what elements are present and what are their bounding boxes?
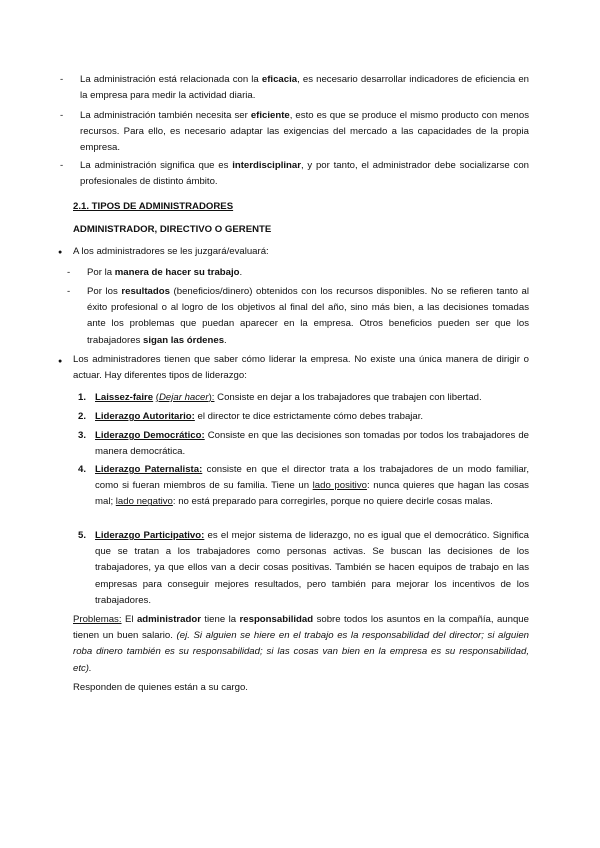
- dash-marker: -: [60, 74, 64, 85]
- judged-item-2: Por los resultados (beneficios/dinero) obtenidos con los recursos disponibles. No se refieren tanto al éxito profesional o al logro de los objetivos al final del año, sino más bien, a las decisiones tomadas ante los problemas que puedan aparecer en la empresa. Otros beneficios pueden ser que los trabajadores sigan las órdenes.: [87, 286, 529, 346]
- list-number: 3.: [78, 430, 87, 441]
- dash-marker: -: [60, 160, 64, 171]
- list-number: 2.: [78, 411, 87, 422]
- leadership-item-1: Laissez-faire (Dejar hacer): Consiste en dejar a los trabajadores que trabajen con libertad.: [95, 392, 482, 403]
- list-number: 5.: [78, 530, 87, 541]
- intro-item-2: La administración también necesita ser eficiente, esto es que se produce el mismo producto con menos recursos. Para ello, es necesario adaptar las exigencias del mercado a las capacidades de la propia empresa.: [80, 110, 529, 154]
- bullet-marker: ●: [58, 249, 63, 256]
- intro-item-3: La administración significa que es interdisciplinar, y por tanto, el administrador debe socializarse con profesionales de distinto ámbito.: [80, 160, 529, 188]
- problems-paragraph: Problemas: El administrador tiene la responsabilidad sobre todos los asuntos en la compañía, aunque tienen un buen salario. (ej. Si alguien se hiere en el trabajo es la responsabilidad del director; si alguien roba dinero también es su responsabilidad; si las cosas van bien en la empresa es su responsabilidad, etc).: [73, 614, 529, 674]
- list-number: 4.: [78, 464, 87, 475]
- leadership-item-4: Liderazgo Paternalista: consiste en que el director trata a los trabajadores de un modo familiar, como si fueran miembros de su familia. Tiene un lado positivo: nunca quieres que hagan las cosas mal; lado negativo: no está preparado para corregirles, porque no quiere decirle cosas malas.: [95, 464, 529, 508]
- dash-marker: -: [60, 110, 64, 121]
- leadership-item-5: Liderazgo Participativo: es el mejor sistema de liderazgo, no es igual que el democrático. Significa que se tratan a los trabajadores como personas activas. Se buscan las decisiones de los trabajadores, ya que ellos van a decir cosas positivas. También se hacen equipos de trabajo en las empresas para conseguir mejores resultados, pero también para mejorar los incentivos de los trabajadores.: [95, 530, 530, 606]
- intro-item-1: La administración está relacionada con la eficacia, es necesario desarrollar indicadores de eficiencia en la empresa para medir la actividad diaria.: [80, 74, 529, 102]
- closing-line: Responden de quienes están a su cargo.: [73, 682, 248, 693]
- judged-item-1: Por la manera de hacer su trabajo.: [87, 267, 243, 278]
- dash-marker: -: [67, 267, 71, 278]
- leadership-intro: Los administradores tienen que saber cómo liderar la empresa. No existe una única manera de dirigir o actuar. Hay diferentes tipos de liderazgo:: [73, 354, 529, 382]
- leadership-item-3: Liderazgo Democrático: Consiste en que las decisiones son tomadas por todos los trabajadores de manera democrática.: [95, 430, 529, 458]
- bullet-marker: ●: [58, 358, 63, 365]
- leadership-item-2: Liderazgo Autoritario: el director te dice estrictamente cómo debes trabajar.: [95, 411, 424, 422]
- list-number: 1.: [78, 392, 87, 403]
- dash-marker: -: [67, 286, 71, 297]
- judged-intro: A los administradores se les juzgará/evaluará:: [73, 246, 269, 257]
- section-heading: 2.1. TIPOS DE ADMINISTRADORES: [73, 201, 234, 212]
- subheading: ADMINISTRADOR, DIRECTIVO O GERENTE: [73, 224, 272, 235]
